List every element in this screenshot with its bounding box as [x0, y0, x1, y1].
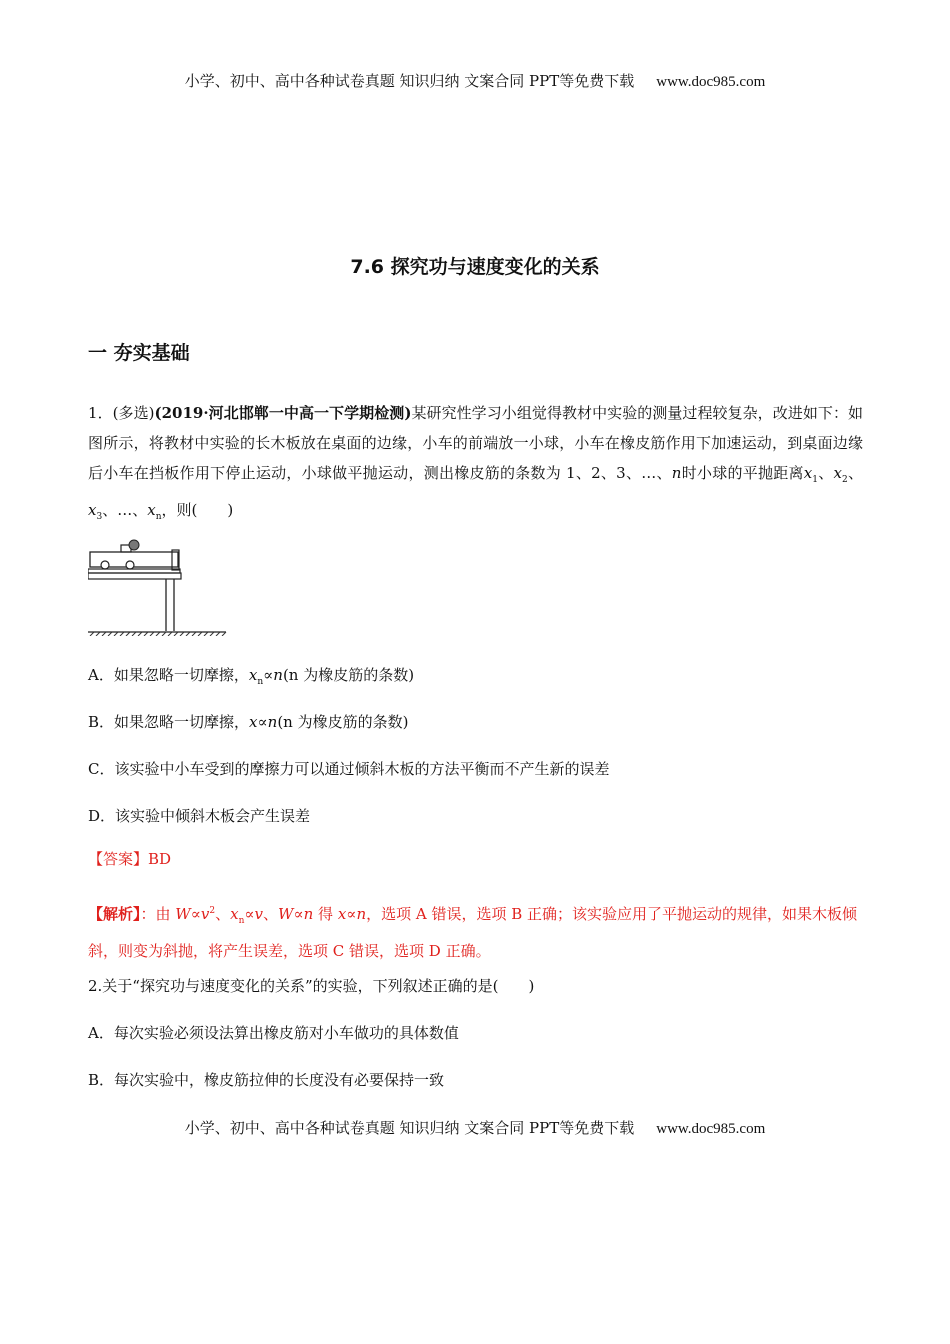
q1-prefix: 1．(多选) — [88, 404, 155, 422]
document-title: 7.6 探究功与速度变化的关系 — [350, 256, 600, 278]
q1-sep: 、 — [817, 464, 834, 482]
q1-sep: 、 — [847, 464, 863, 482]
question-2-stem: 2.关于“探究功与速度变化的关系”的实验，下列叙述正确的是( ) — [88, 977, 535, 995]
analysis-prop: ∝ — [190, 905, 201, 923]
analysis-b: ，选项 A 错误，选项 B 正确；该实验应用了平抛运动的规律，如果木板倾斜，则变为斜抛，将产生误差，选项 C 错误，选项 D 正确。 — [88, 905, 858, 960]
page-footer — [0, 1117, 950, 1138]
analysis-n: n — [303, 905, 314, 923]
table-top — [88, 573, 181, 579]
q1-option-d: D．该实验中倾斜木板会产生误差 — [88, 807, 311, 825]
q1-option-a — [88, 664, 414, 687]
analysis-a: ：由 — [140, 905, 176, 923]
q1-sub-1: 1 — [812, 475, 818, 485]
cart-wheel — [101, 561, 109, 569]
opt-a-n: n — [273, 666, 283, 684]
analysis-comma: 、 — [263, 905, 279, 923]
analysis-v: v — [254, 905, 264, 923]
analysis-n: n — [356, 905, 367, 923]
analysis-x: x — [337, 905, 347, 923]
opt-a-pre: A．如果忽略一切摩擦， — [88, 666, 249, 684]
analysis-prop: ∝ — [346, 905, 357, 923]
q1-option-b — [88, 711, 408, 732]
experiment-figure — [88, 536, 233, 636]
analysis-label: 【解析】 — [88, 905, 141, 923]
header-url[interactable]: www.doc985.com — [656, 74, 766, 90]
header-text: 小学、初中、高中各种试卷真题 知识归纳 文案合同 PPT等免费下载 — [184, 72, 635, 90]
q1-x1: x — [803, 464, 813, 482]
section-heading: 一 夯实基础 — [88, 342, 190, 364]
q1-text-a: 某研究性学习小组觉得教材中实验的测量过程较复杂，改进如下：如图所示，将教材中实验的长木板放在桌面的边缘，小车的前端放一小球，小车在橡皮筋作用下加速运动，到桌面边缘后小车在挡板作用下停止运动，小球做平抛运动，测出橡皮筋的条数为 1、2、3、…、 — [88, 404, 863, 482]
opt-a-x: x — [248, 666, 258, 684]
q1-n: n — [671, 464, 682, 482]
analysis-xn-x: x — [230, 905, 239, 923]
footer-url[interactable]: www.doc985.com — [656, 1121, 766, 1137]
q1-text-end: ，则( ) — [161, 501, 234, 519]
q1-sub-n: n — [155, 512, 162, 522]
q1-xn: x — [147, 501, 156, 519]
q1-option-c: C．该实验中小车受到的摩擦力可以通过倾斜木板的方法平衡而不产生新的误差 — [88, 760, 610, 778]
q1-sub-3: 3 — [96, 512, 103, 522]
q1-sub-2: 2 — [841, 475, 848, 485]
q1-source: (2019·河北邯郸一中高一下学期检测) — [154, 404, 412, 422]
q1-answer: 【答案】BD — [88, 850, 172, 868]
q1-text-b: 时小球的平抛距离 — [681, 464, 804, 482]
analysis-de: 得 — [313, 905, 338, 923]
q1-sep-dots: 、…、 — [102, 501, 148, 519]
cart-wheel — [126, 561, 134, 569]
opt-a-post: (n 为橡皮筋的条数) — [282, 666, 415, 684]
question-1-stem — [88, 398, 863, 532]
q2-option-a: A．每次实验必须设法算出橡皮筋对小车做功的具体数值 — [88, 1024, 459, 1042]
analysis-comma: 、 — [215, 905, 231, 923]
analysis-sup: 2 — [209, 906, 216, 916]
opt-b-post: (n 为橡皮筋的条数) — [277, 713, 409, 731]
opt-b-pre: B．如果忽略一切摩擦， — [88, 713, 250, 731]
ball — [129, 540, 139, 550]
analysis-v: v — [200, 905, 210, 923]
opt-b-n: n — [267, 713, 278, 731]
analysis-w: W — [175, 905, 191, 923]
analysis-prop: ∝ — [244, 905, 255, 923]
q1-x2: x — [833, 464, 842, 482]
page-header — [0, 70, 950, 91]
analysis-xn-sub: n — [238, 916, 245, 926]
opt-a-prop: ∝ — [263, 666, 274, 684]
footer-text: 小学、初中、高中各种试卷真题 知识归纳 文案合同 PPT等免费下载 — [184, 1119, 635, 1137]
opt-b-prop: ∝ — [257, 713, 268, 731]
q1-x3: x — [88, 501, 97, 519]
q1-analysis — [88, 896, 863, 966]
opt-b-x: x — [249, 713, 258, 731]
opt-a-sub: n — [257, 677, 264, 687]
analysis-w: W — [278, 905, 294, 923]
q2-option-b: B．每次实验中，橡皮筋拉伸的长度没有必要保持一致 — [88, 1071, 445, 1089]
analysis-prop: ∝ — [293, 905, 304, 923]
